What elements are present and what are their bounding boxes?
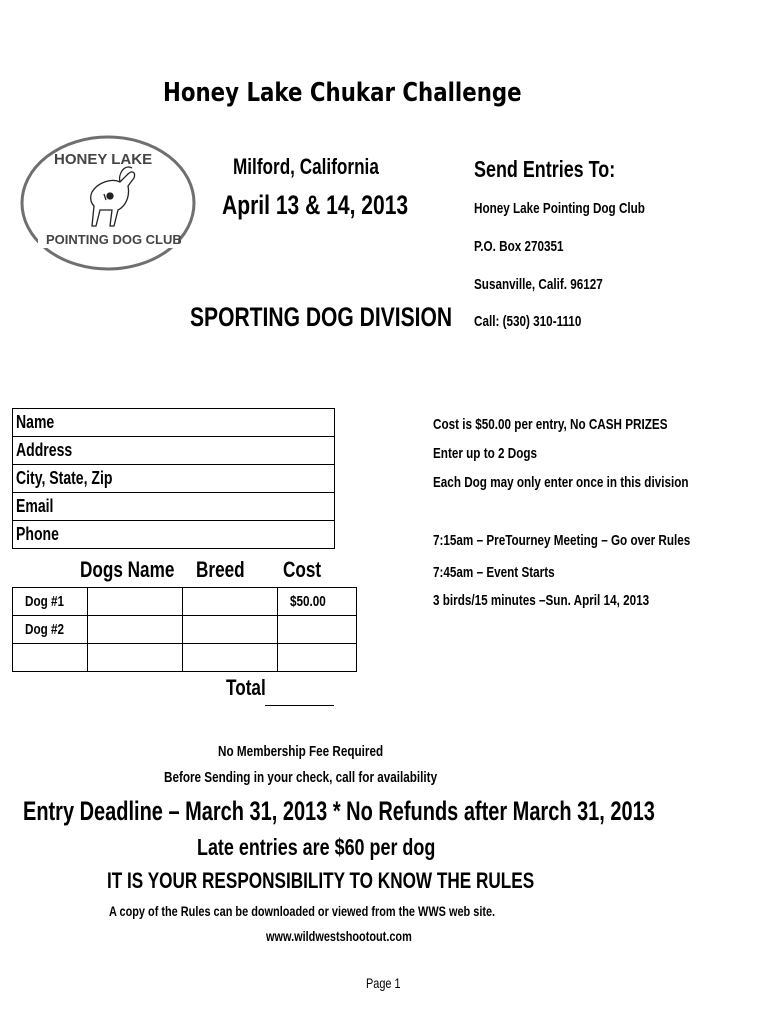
logo-text-bottom: POINTING DOG CLUB: [46, 232, 182, 247]
once-info: Each Dog may only enter once in this division: [433, 474, 689, 491]
send-entries-heading: Send Entries To:: [474, 156, 616, 182]
phone-field[interactable]: Phone: [13, 521, 335, 549]
event-dates: April 13 & 14, 2013: [222, 190, 409, 220]
table-row: [13, 644, 357, 672]
dogs-name-header: Dogs Name: [80, 557, 175, 582]
location: Milford, California: [233, 154, 379, 179]
membership-note: No Membership Fee Required: [218, 743, 384, 760]
dog-label: Dog #1: [13, 588, 88, 616]
page-title: Honey Lake Chukar Challenge: [163, 78, 522, 108]
club-logo: [20, 134, 196, 272]
total-label: Total: [226, 675, 266, 700]
website-link[interactable]: www.wildwestshootout.com: [266, 928, 412, 944]
cost-info: Cost is $50.00 per entry, No CASH PRIZES: [433, 416, 668, 433]
entry-deadline: Entry Deadline – March 31, 2013 * No Refunds after March 31, 2013: [23, 796, 655, 826]
enter-info: Enter up to 2 Dogs: [433, 445, 538, 462]
address-field[interactable]: Address: [13, 437, 335, 465]
dog-name-cell[interactable]: [88, 616, 183, 644]
phone-contact: Call: (530) 310-1110: [474, 313, 582, 330]
page-number: Page 1: [366, 975, 401, 991]
late-entries: Late entries are $60 per dog: [197, 834, 436, 860]
address-line: Honey Lake Pointing Dog Club: [474, 200, 645, 217]
dog-label: [13, 644, 88, 672]
table-row: [13, 616, 357, 644]
city-state-zip-field[interactable]: City, State, Zip: [13, 465, 335, 493]
responsibility-note: IT IS YOUR RESPONSIBILITY TO KNOW THE RULES: [107, 868, 535, 893]
table-row: [13, 588, 357, 616]
total-input-line[interactable]: [265, 703, 334, 706]
start-info: 7:45am – Event Starts: [433, 564, 555, 581]
breed-cell[interactable]: [183, 644, 278, 672]
dog-label: Dog #2: [13, 616, 88, 644]
meeting-info: 7:15am – PreTourney Meeting – Go over Rules: [433, 532, 691, 549]
division-title: SPORTING DOG DIVISION: [190, 302, 453, 332]
cost-cell[interactable]: [278, 644, 357, 672]
email-field[interactable]: Email: [13, 493, 335, 521]
cost-header: Cost: [283, 557, 322, 582]
breed-header: Breed: [196, 557, 245, 582]
cost-cell[interactable]: [278, 616, 357, 644]
address-line: Susanville, Calif. 96127: [474, 276, 603, 293]
address-line: P.O. Box 270351: [474, 238, 564, 255]
name-field[interactable]: Name: [13, 409, 335, 437]
rules-copy-note: A copy of the Rules can be downloaded or viewed from the WWS web site.: [109, 903, 496, 919]
dog-name-cell[interactable]: [88, 588, 183, 616]
dog-name-cell[interactable]: [88, 644, 183, 672]
dog-entry-table: [12, 587, 357, 672]
breed-cell[interactable]: [183, 588, 278, 616]
cost-cell: $50.00: [278, 588, 357, 616]
logo-text-top: HONEY LAKE: [54, 151, 153, 168]
birds-info: 3 birds/15 minutes –Sun. April 14, 2013: [433, 592, 650, 609]
availability-note: Before Sending in your check, call for availability: [164, 769, 438, 786]
breed-cell[interactable]: [183, 616, 278, 644]
entrant-form: [12, 408, 335, 549]
